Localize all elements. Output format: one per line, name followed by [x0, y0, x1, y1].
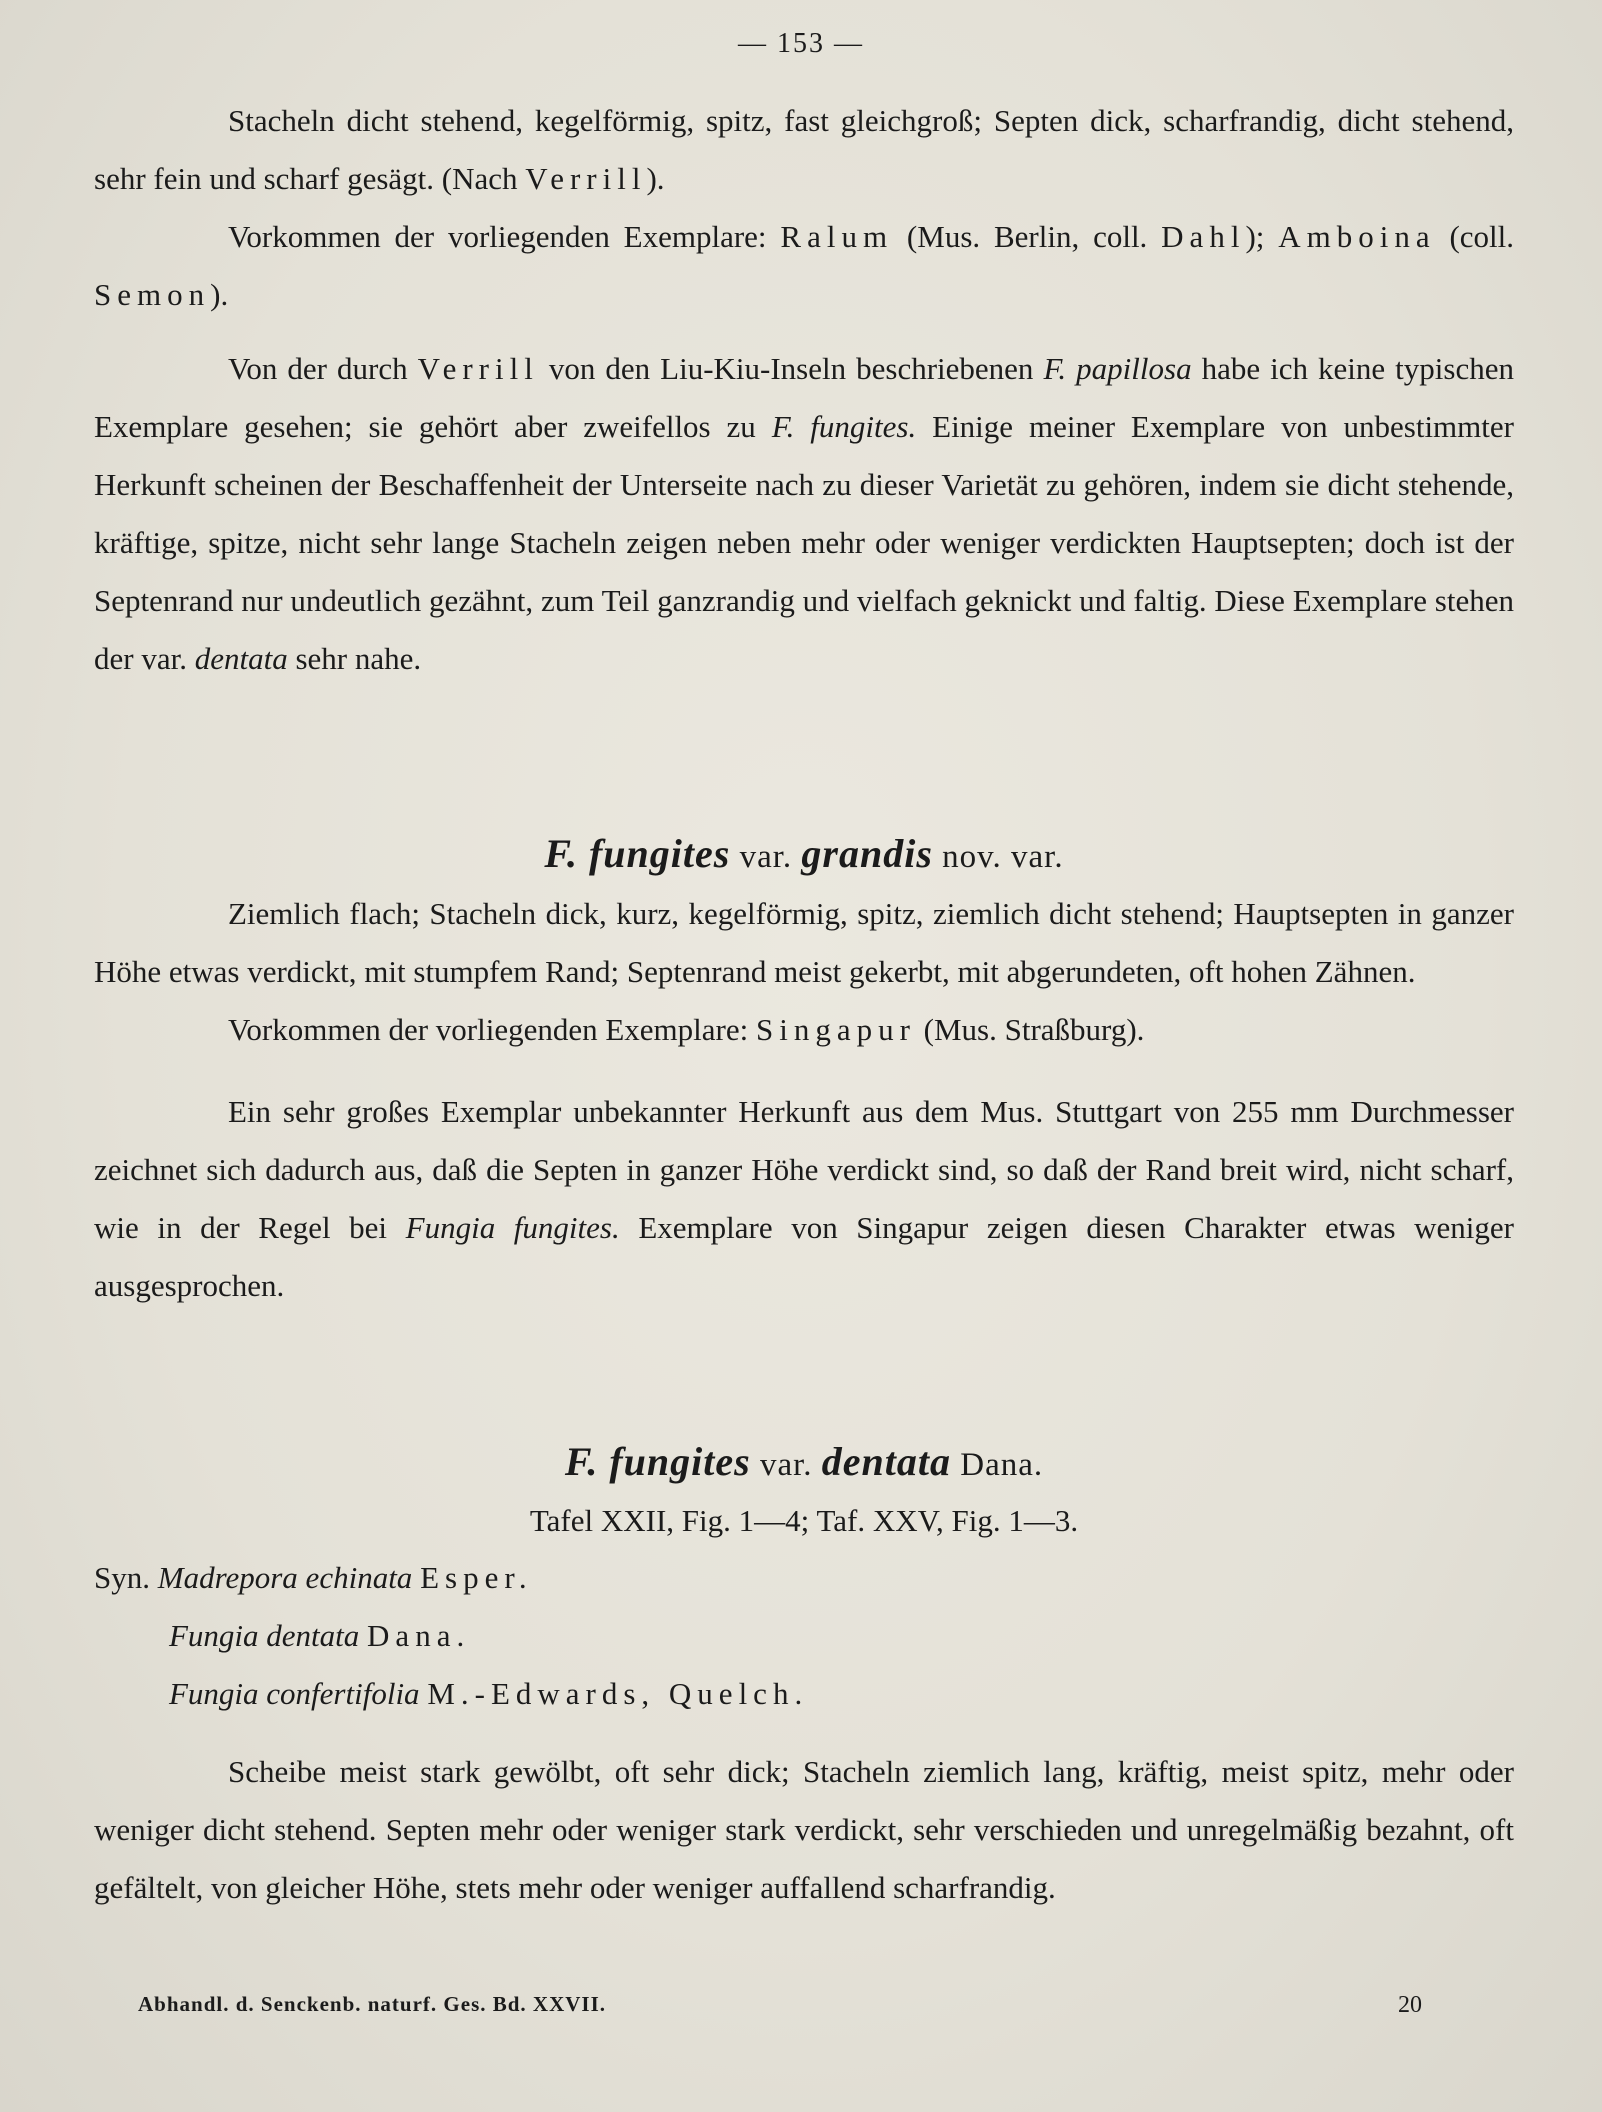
text: ).: [210, 277, 229, 312]
text: Von der durch: [228, 351, 418, 386]
synonym-author: M.-Edwards, Quelch.: [427, 1676, 809, 1711]
text: Vorkommen der vorliegenden Exemplare:: [228, 1012, 756, 1047]
text: Ein sehr großes Exemplar unbekannter Herkunft aus dem Mus. Stuttgart von 255 mm Durchmesser zeichnet sich dadurch aus, daß die Septen in ganzer Höhe verdickt sind, so daß der Rand breit wird, nicht scharf, wie in der Regel bei: [94, 1094, 1514, 1245]
text: ).: [646, 161, 665, 196]
text: habe ich keine typischen Exemplare gesehen; sie gehört aber zweifellos zu: [94, 351, 1514, 444]
paragraph: Ziemlich flach; Stacheln dick, kurz, kegelförmig, spitz, ziemlich dicht stehend; Hauptsepten in ganzer Höhe etwas verdickt, mit stumpfem Rand; Septenrand meist gekerbt, mit abgerundeten, oft hohen Zähnen.: [94, 896, 1514, 989]
locality: Amboina: [1278, 219, 1436, 254]
species-name: F. fungites.: [771, 409, 917, 444]
heading-var-label: var.: [739, 839, 793, 875]
paragraph: Scheibe meist stark gewölbt, oft sehr dick; Stacheln ziemlich lang, kräftig, meist spitz, mehr oder weniger dicht stehend. Septen mehr oder weniger stark verdickt, sehr verschieden und unregelmäßig bezahnt, oft gefältelt, von gleicher Höhe, stets mehr oder weniger auffallend scharfrandig.: [94, 1754, 1514, 1905]
author-name: Verrill: [525, 161, 647, 196]
variety-name: dentata: [194, 641, 288, 676]
section-dentata: [94, 1434, 1514, 1917]
synonym-species: Fungia dentata: [169, 1618, 360, 1653]
heading-species: F. fungites: [564, 1439, 751, 1484]
paragraph: [94, 1083, 1514, 1315]
paragraph: [94, 1001, 1514, 1059]
text: );: [1245, 219, 1279, 254]
author-name: Verrill: [417, 351, 539, 386]
text: Stacheln dicht stehend, kegelförmig, spitz, fast gleichgroß; Septen dick, scharfrandig, dicht stehend, sehr fein und scharf gesägt. (Nach: [94, 103, 1514, 196]
text: (Mus. Straßburg).: [915, 1012, 1145, 1047]
section-heading: [94, 826, 1514, 885]
heading-suffix: nov. var.: [942, 839, 1064, 875]
species-name: F. papillosa: [1043, 351, 1192, 386]
synonym-author: Dana.: [367, 1618, 471, 1653]
footer-sheet-number: 20: [1398, 1992, 1422, 2018]
paragraph: [94, 208, 1514, 324]
locality: Ralum: [780, 219, 894, 254]
collector: Semon: [94, 277, 211, 312]
text: Exemplare von Singapur zeigen diesen Charakter etwas weniger ausgesprochen.: [94, 1210, 1514, 1303]
section-grandis: [94, 826, 1514, 1315]
page-number: — 153 —: [738, 28, 864, 59]
footer-journal: Abhandl. d. Senckenb. naturf. Ges. Bd. XXVII.: [138, 1992, 607, 2016]
heading-var-label: var.: [759, 1447, 813, 1483]
collector: Dahl: [1161, 219, 1246, 254]
heading-species: F. fungites: [544, 831, 731, 876]
plate-reference: Tafel XXII, Fig. 1—4; Taf. XXV, Fig. 1—3.: [529, 1503, 1079, 1538]
species-name: Fungia fungites.: [405, 1210, 620, 1245]
synonym-species: Fungia confertifolia: [169, 1676, 420, 1711]
locality: Singapur: [755, 1012, 916, 1047]
synonym-species: Madrepora echinata: [157, 1560, 413, 1595]
text: sehr nahe.: [287, 641, 422, 676]
intro-block: [94, 92, 1514, 688]
synonym-line: [94, 1607, 1514, 1665]
text: von den Liu-Kiu-Inseln beschriebenen: [538, 351, 1044, 386]
paragraph: [94, 340, 1514, 688]
section-heading: [94, 1434, 1514, 1493]
text: Vorkommen der vorliegenden Exemplare:: [228, 219, 781, 254]
heading-suffix: Dana.: [960, 1447, 1044, 1483]
heading-variety: dentata: [821, 1439, 952, 1484]
synonym-label: Syn.: [94, 1560, 158, 1595]
paragraph: [94, 92, 1514, 208]
text: (Mus. Berlin, coll.: [893, 219, 1162, 254]
synonym-line: [94, 1549, 1514, 1607]
text: (coll.: [1435, 219, 1515, 254]
synonym-line: [94, 1665, 1514, 1723]
text: Einige meiner Exemplare von unbestimmter Herkunft scheinen der Beschaffenheit der Unterseite nach zu dieser Varietät zu gehören, indem sie dicht stehende, kräftige, spitze, nicht sehr lange Stacheln zeigen neben mehr oder weniger verdickten Hauptsepten; doch ist der Septenrand nur undeutlich gezähnt, zum Teil ganzrandig und vielfach geknickt und faltig. Diese Exemplare stehen der var.: [94, 409, 1514, 676]
synonym-author: Esper.: [420, 1560, 533, 1595]
heading-variety: grandis: [801, 831, 933, 876]
